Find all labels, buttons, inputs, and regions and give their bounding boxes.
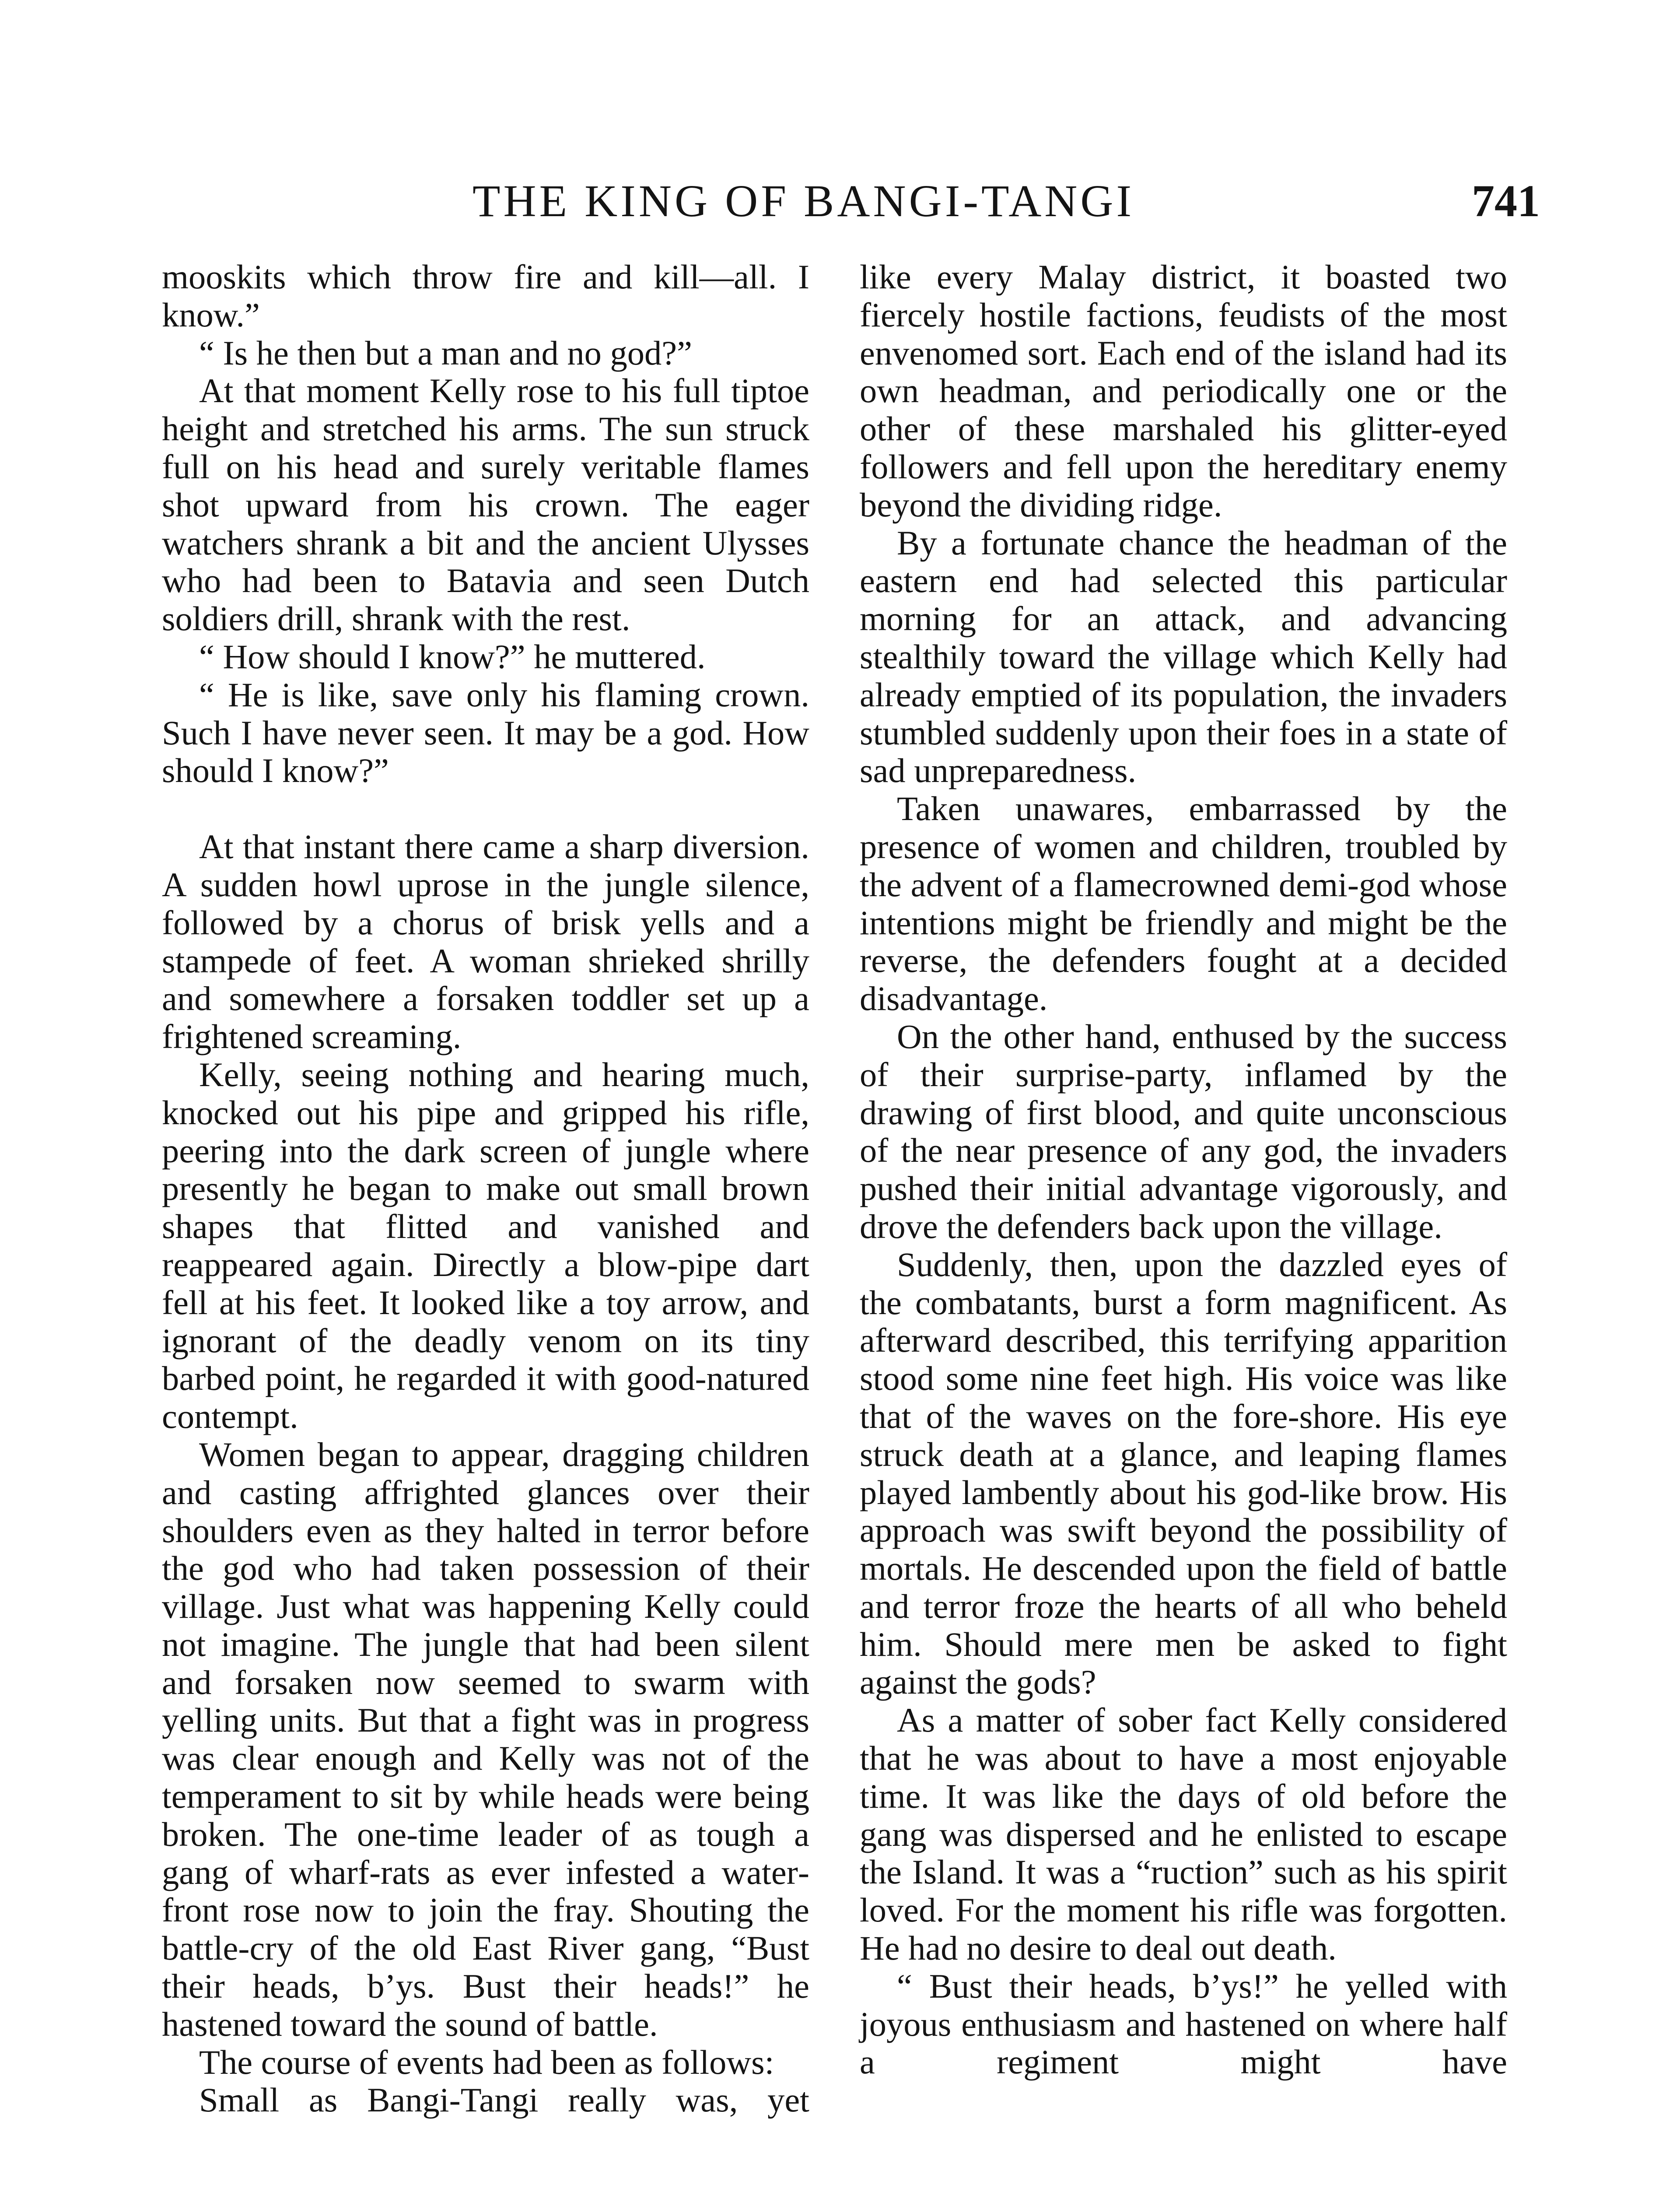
paragraph: Women began to appear, dragging children and casting affrighted glances over their shoulders even as they halted in terror before the god who had taken possession of their village. Just what was happening Kelly could not imagine. The jungle that had been silent and forsaken now seemed to swarm with yelling units. But that a fight was in progress was clear enough and Kelly was not of the temperament to sit by while heads were being broken. The one-time leader of as tough a gang of wharf-rats as ever infested a waterfront rose now to join the fray. Shouting the battle-cry of the old East River gang, “Bust their heads, b’ys. Bust their heads!” he hastened toward the sound of battle. [162,1435,809,2043]
paragraph: As a matter of sober fact Kelly considered that he was about to have a most enjoyable time. It was like the days of old before the gang was dispersed and he enlisted to escape the Island. It was a “ruction” such as his spirit loved. For the moment his rifle was forgotten. He had no desire to deal out death. [860,1701,1507,1967]
paragraph: By a fortunate chance the headman of the eastern end had selected this particular morning for an attack, and advancing stealthily toward the village which Kelly had already emptied of its population, the invaders stumbled suddenly upon their foes in a state of sad unpreparedness. [860,523,1507,790]
running-head [438,173,1540,234]
paragraph: Small as Bangi-Tangi really was, yet [199,2081,809,2119]
paragraph: like every Malay district, it boasted two fiercely hostile factions, feudists of the most envenomed sort. Each end of the island had its own headman, and periodically one or the other of these marshaled his glitter-eyed followers and fell upon the hereditary enemy beyond the dividing ridge. [860,258,1507,524]
page-number: 741 [1472,176,1540,226]
paragraph: At that instant there came a sharp diversion. A sudden howl uprose in the jungle silence, followed by a chorus of brisk yells and a stampede of feet. A woman shrieked shrilly and somewhere a forsaken toddler set up a frightened screaming. [162,828,809,1056]
paragraph: At that moment Kelly rose to his full tiptoe height and stretched his arms. The sun struck full on his head and surely veritable flames shot upward from his crown. The eager watchers shrank a bit and the ancient Ulysses who had been to Batavia and seen Dutch soldiers drill, shrank with the rest. [162,372,809,638]
right-column [860,258,1507,2081]
paragraph: Suddenly, then, upon the dazzled eyes of the combatants, burst a form magnificent. As afterward described, this terrifying apparition stood some nine feet high. His voice was like that of the waves on the fore-shore. His eye struck death at a glance, and leaping flames played lambently about his god-like brow. His approach was swift beyond the possibility of mortals. He descended upon the field of battle and terror froze the hearts of all who beheld him. Should mere men be asked to fight against the gods? [860,1245,1507,1701]
paragraph: mooskits which throw fire and kill—all. I know.” [162,258,809,334]
paragraph: “ Is he then but a man and no god?” [199,333,692,372]
paragraph: “ Bust their heads, b’ys!” he yelled with joyous enthusiasm and hastened on where half a regiment might have [860,1967,1507,2081]
left-column [162,258,809,2119]
paragraph: “ He is like, save only his flaming crown. Such I have never seen. It may be a god. How should I know?” [162,675,809,790]
paragraph: Kelly, seeing nothing and hearing much, knocked out his pipe and gripped his rifle, peering into the dark screen of jungle where presently he began to make out small brown shapes that flitted and vanished and reappeared again. Directly a blow-pipe dart fell at his feet. It looked like a toy arrow, and ignorant of the deadly venom on its tiny barbed point, he regarded it with good-natured contempt. [162,1055,809,1436]
paragraph: The course of events had been as follows: [199,2043,774,2081]
paragraph: Taken unawares, embarrassed by the presence of women and children, troubled by the advent of a flamecrowned demi-god whose intentions might be friendly and might be the reverse, the defenders fought at a decided disadvantage. [860,789,1507,1018]
paragraph: “ How should I know?” he muttered. [199,637,706,676]
running-title: THE KING OF BANGI-TANGI [472,176,1135,226]
paragraph: On the other hand, enthused by the success of their surprise-party, inflamed by the drawing of first blood, and quite unconscious of the near presence of any god, the invaders pushed their initial advantage vigorously, and drove the defenders back upon the village. [860,1017,1507,1245]
